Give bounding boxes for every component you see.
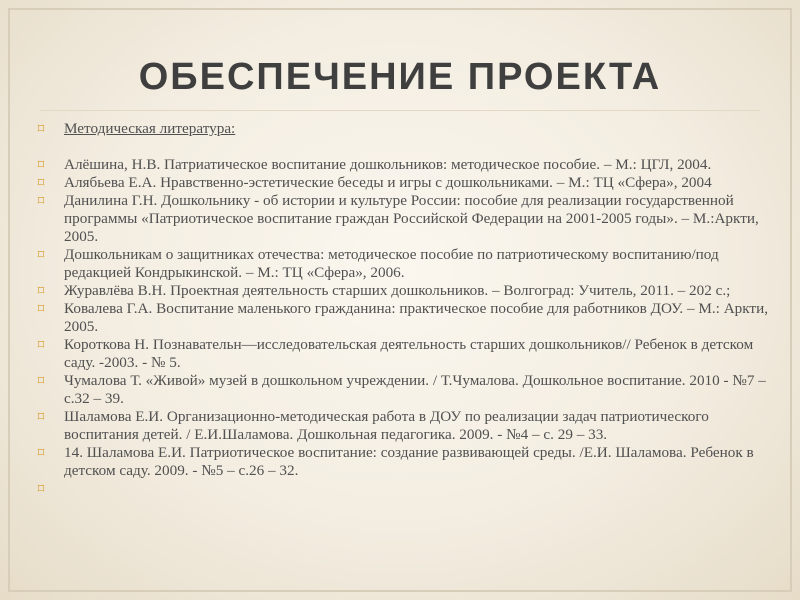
bullet-icon: ⌑	[37, 338, 45, 353]
bullet-icon: ⌑	[37, 410, 45, 425]
bullet-icon: ⌑	[37, 482, 45, 497]
bullet-icon: ⌑	[37, 446, 45, 461]
list-item-text: Алябьева Е.А. Нравственно-эстетические беседы и игры с дошкольниками. – М.: ТЦ «Сфера», 2004	[64, 174, 712, 191]
bullet-icon: ⌑	[37, 122, 45, 137]
list-item-text: Шаламова Е.И. Организационно-методическая работа в ДОУ по реализации задач патриотического воспитания детей. / Е.И.Шаламова. Дошкольная педагогика. 2009. - №4 – с. 29 – 33.	[64, 408, 709, 443]
list-item	[34, 336, 784, 372]
list-item	[34, 246, 784, 282]
list-item-text: Короткова Н. Познавательн—исследовательская деятельность старших дошкольников// Ребенок в детском саду. -2003. - № 5.	[64, 336, 754, 371]
list-item-text: Чумалова Т. «Живой» музей в дошкольном учреждении. / Т.Чумалова. Дошкольное воспитание. 2010 - №7 – с.32 – 39.	[64, 372, 766, 407]
list-item-text: Журавлёва В.Н. Проектная деятельность старших дошкольников. – Волгоград: Учитель, 2011. – 202 с.;	[64, 282, 731, 299]
slide-title: ОБЕСПЕЧЕНИЕ ПРОЕКТА	[138, 56, 662, 98]
bibliography-list	[34, 120, 784, 498]
list-item-empty	[34, 480, 784, 498]
bullet-icon: ⌑	[37, 284, 45, 299]
bullet-icon: ⌑	[37, 176, 45, 191]
bullet-icon: ⌑	[37, 194, 45, 209]
list-heading	[34, 120, 784, 138]
list-item	[34, 192, 784, 246]
list-item-text: Методическая литература:	[64, 120, 236, 137]
list-item	[34, 300, 784, 336]
list-item-text	[64, 480, 68, 497]
list-item-text: 14. Шаламова Е.И. Патриотическое воспитание: создание развивающей среды. /Е.И. Шаламова. Ребенок в детском саду. 2009. - №5 – с.26 – 32.	[64, 444, 754, 479]
list-item-text: Дошкольникам о защитниках отечества: методическое пособие по патриотическому воспитанию/под редакцией Кондрыкинской. – М.: ТЦ «Сфера», 2006.	[64, 246, 719, 281]
bullet-icon: ⌑	[37, 158, 45, 173]
list-item	[34, 282, 784, 300]
list-item	[34, 174, 784, 192]
bullet-icon: ⌑	[37, 248, 45, 263]
list-item	[34, 444, 784, 480]
list-item-text: Алёшина, Н.В. Патриатическое воспитание дошкольников: методическое пособие. – М.: ЦГЛ, 2004.	[64, 156, 712, 173]
bullet-icon: ⌑	[37, 302, 45, 317]
list-item-text: Данилина Г.Н. Дошкольнику - об истории и культуре России: пособие для реализации государственной программы «Патриотическое воспитание граждан Российской Федерации на 2001-2005 годы». – М.:Аркти, 2005.	[64, 192, 759, 245]
bullet-icon: ⌑	[37, 374, 45, 389]
list-item	[34, 408, 784, 444]
list-item	[34, 372, 784, 408]
list-item-text: Ковалева Г.А. Воспитание маленького гражданина: практическое пособие для работников ДОУ. – М.: Аркти, 2005.	[64, 300, 768, 335]
title-divider	[40, 110, 760, 111]
list-item	[34, 156, 784, 174]
